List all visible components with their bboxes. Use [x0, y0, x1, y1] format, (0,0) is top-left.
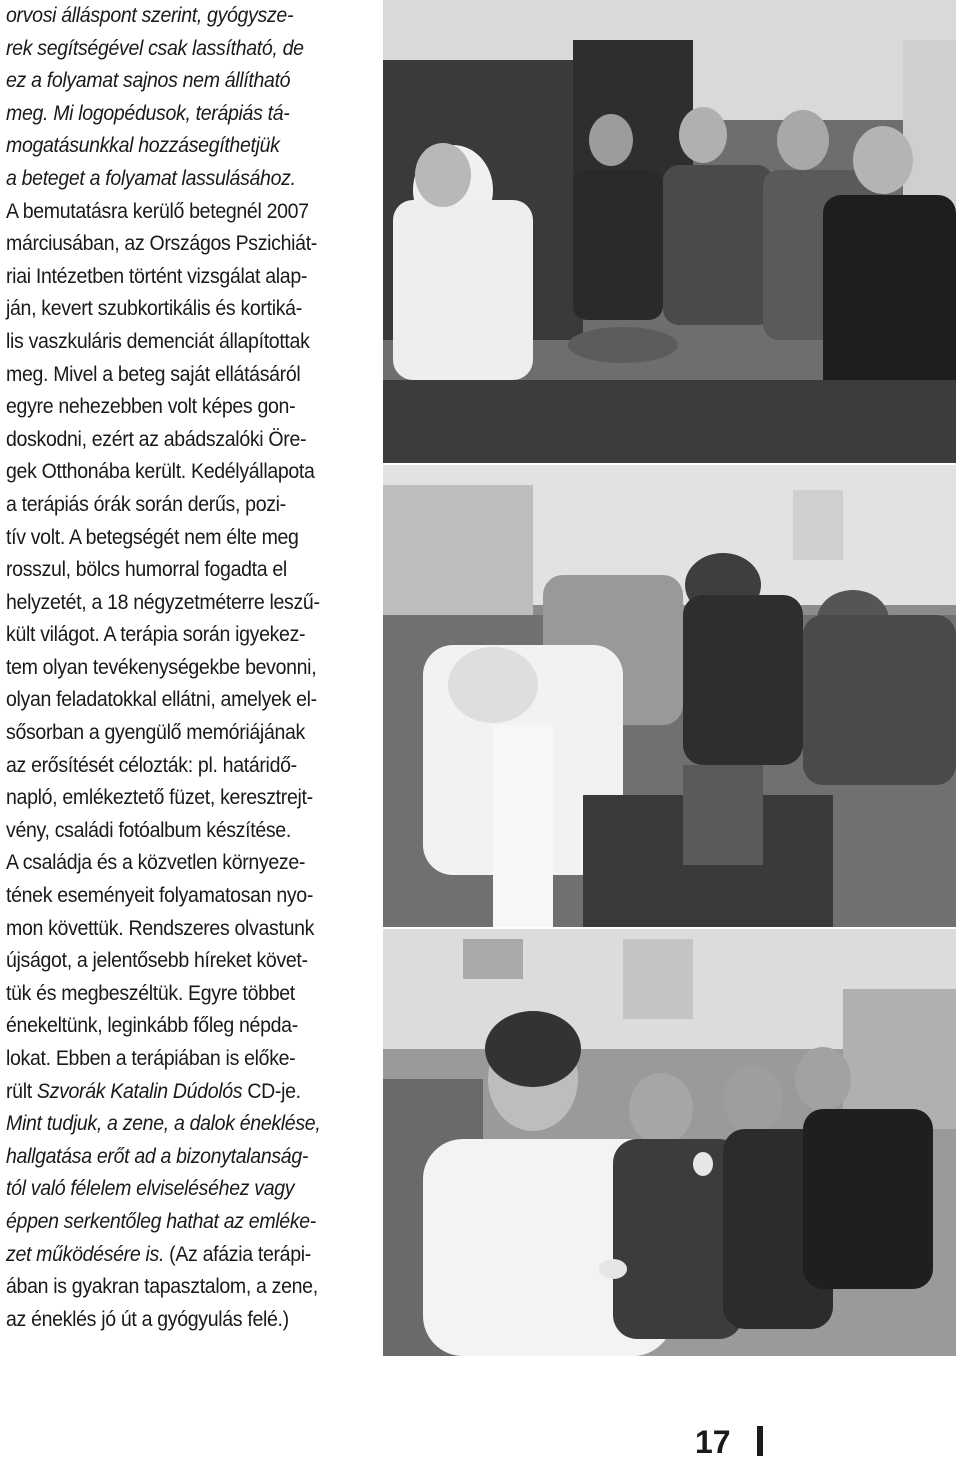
text-segment: meg. Mi logopédusok, terápiás tá- — [6, 101, 290, 125]
text-segment: rek segítségével csak lassítható, de — [6, 36, 304, 60]
page-number: 17 — [695, 1424, 731, 1460]
text-line — [6, 1271, 341, 1304]
text-segment: doskodni, ezért az abádszalóki Öre- — [6, 427, 307, 451]
text-segment: rült — [6, 1079, 37, 1103]
text-line — [6, 554, 341, 587]
text-line — [6, 391, 341, 424]
text-segment: meg. Mivel a beteg saját ellátásáról — [6, 362, 301, 386]
text-segment: Mint tudjuk, a zene, a dalok éneklése, — [6, 1112, 321, 1136]
text-segment: sősorban a gyengülő memóriájának — [6, 721, 305, 745]
text-segment: CD-je. — [242, 1079, 301, 1103]
text-line — [6, 717, 341, 750]
text-segment: márciusában, az Országos Pszichiát- — [6, 232, 317, 256]
text-segment: ában is gyakran tapasztalom, a zene, — [6, 1275, 318, 1299]
text-line — [6, 33, 341, 66]
text-segment: tének eseményeit folyamatosan nyo- — [6, 884, 314, 908]
text-segment: olyan feladatokkal ellátni, amelyek el- — [6, 688, 317, 712]
text-line — [6, 326, 341, 359]
text-line — [6, 359, 341, 392]
text-segment: újságot, a jelentősebb híreket követ- — [6, 949, 308, 973]
text-line — [6, 1076, 341, 1109]
text-segment: ez a folyamat sajnos nem állítható — [6, 69, 291, 93]
text-segment: hallgatása erőt ad a bizonytalanság- — [6, 1144, 309, 1168]
text-line — [6, 1239, 341, 1272]
text-line — [6, 945, 341, 978]
text-line — [6, 587, 341, 620]
text-line — [6, 261, 341, 294]
text-line — [6, 163, 341, 196]
text-segment: tem olyan tevékenységekbe bevonni, — [6, 655, 317, 679]
text-segment: az éneklés jó út a gyógyulás felé.) — [6, 1307, 289, 1331]
text-line — [6, 1173, 341, 1206]
text-segment: lokat. Ebben a terápiában is előke- — [6, 1047, 296, 1070]
text-segment: helyzetét, a 18 négyzetméterre leszű- — [6, 590, 320, 614]
text-segment: A családja és a közvetlen környeze- — [6, 851, 306, 875]
text-line — [6, 456, 341, 489]
text-segment: énekeltünk, leginkább főleg népda- — [6, 1014, 298, 1038]
text-line — [6, 619, 341, 652]
text-segment: kült világot. A terápia során igyekez- — [6, 623, 306, 647]
text-segment: riai Intézetben történt vizsgálat alap- — [6, 264, 308, 288]
text-segment: orvosi álláspont szerint, gyógysze- — [6, 4, 294, 27]
text-segment: vény, családi fotóalbum készítése. — [6, 818, 291, 842]
photo-group-seated-image — [383, 0, 956, 463]
photo-group-seated — [383, 0, 956, 463]
photo-group-heads-down-image — [383, 465, 956, 927]
text-segment: egyre nehezebben volt képes gon- — [6, 395, 296, 419]
text-segment: a beteget a folyamat lassulásához. — [6, 166, 296, 190]
page-number-bar — [757, 1426, 763, 1456]
text-line — [6, 1141, 341, 1174]
text-line — [6, 0, 341, 33]
text-line — [6, 913, 341, 946]
text-segment: a terápiás órák során derűs, pozi- — [6, 492, 286, 516]
text-line — [6, 1043, 341, 1076]
text-line — [6, 815, 341, 848]
text-line — [6, 1108, 341, 1141]
text-line — [6, 98, 341, 131]
text-segment: zet működésére is. — [6, 1242, 165, 1266]
article-text-column — [6, 0, 341, 1336]
text-line — [6, 424, 341, 457]
photo-group-portrait-image — [383, 929, 956, 1356]
text-line — [6, 1206, 341, 1239]
text-line — [6, 1304, 341, 1337]
text-line — [6, 228, 341, 261]
text-line — [6, 196, 341, 229]
text-segment: A bemutatásra kerülő betegnél 2007 — [6, 199, 309, 223]
text-line — [6, 652, 341, 685]
text-line — [6, 684, 341, 717]
photo-group-heads-down — [383, 465, 956, 927]
text-line — [6, 978, 341, 1011]
photo-group-portrait — [383, 929, 956, 1356]
text-line — [6, 1010, 341, 1043]
text-line — [6, 489, 341, 522]
text-line — [6, 130, 341, 163]
text-segment: tük és megbeszéltük. Egyre többet — [6, 981, 295, 1005]
text-segment: lis vaszkuláris demenciát állapítottak — [6, 329, 310, 353]
text-line — [6, 880, 341, 913]
text-segment: tív volt. A betegségét nem élte meg — [6, 525, 299, 549]
text-line — [6, 847, 341, 880]
text-line — [6, 782, 341, 815]
text-line — [6, 750, 341, 783]
text-segment: gek Otthonába került. Kedélyállapota — [6, 460, 315, 484]
text-segment: Szvorák Katalin Dúdolós — [36, 1079, 243, 1103]
text-segment: tól való félelem elviseléséhez vagy — [6, 1177, 295, 1201]
text-segment: az erősítését célozták: pl. határidő- — [6, 753, 297, 777]
text-segment: éppen serkentőleg hathat az emléke- — [6, 1209, 316, 1233]
text-line — [6, 293, 341, 326]
text-segment: mon követtük. Rendszeres olvastunk — [6, 916, 315, 940]
text-segment: napló, emlékeztető füzet, keresztrejt- — [6, 786, 313, 810]
text-segment: rosszul, bölcs humorral fogadta el — [6, 558, 287, 582]
text-segment: (Az afázia terápi- — [164, 1242, 311, 1266]
text-line — [6, 522, 341, 555]
text-line — [6, 65, 341, 98]
text-segment: ján, kevert szubkortikális és kortiká- — [6, 297, 302, 321]
text-segment: mogatásunkkal hozzásegíthetjük — [6, 134, 280, 158]
